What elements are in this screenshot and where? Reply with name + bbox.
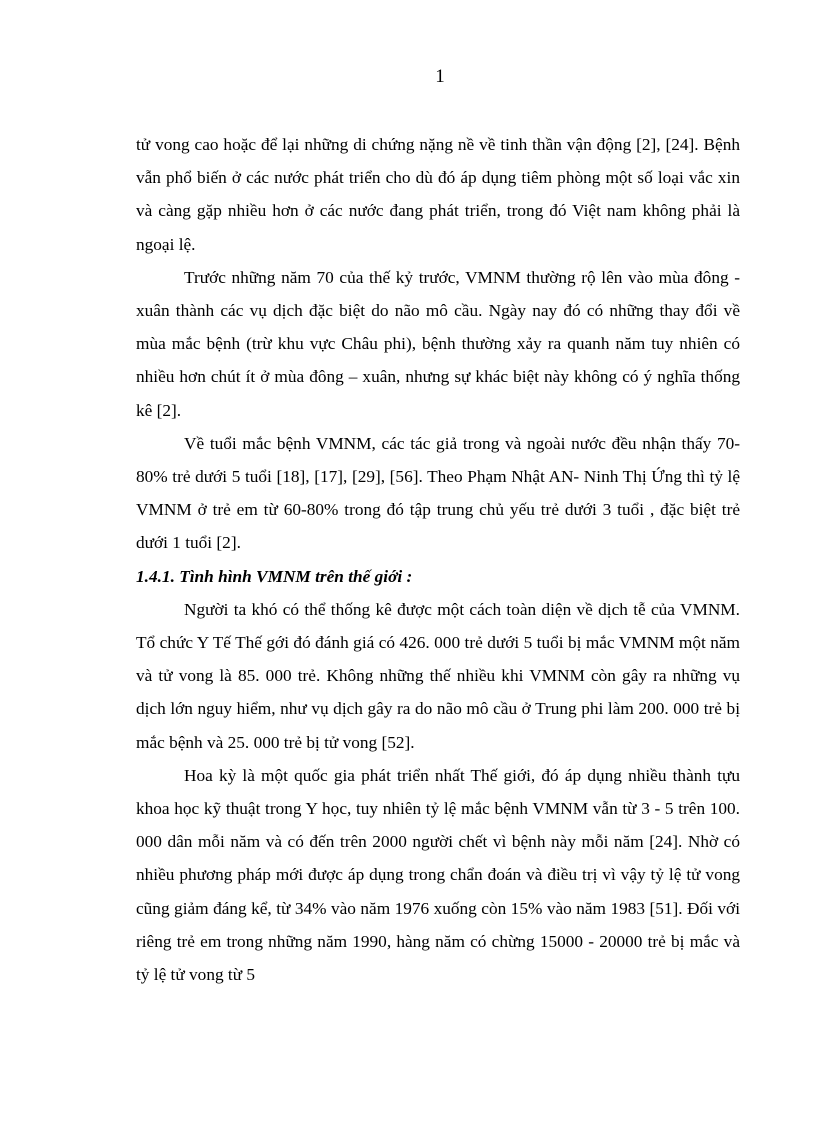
paragraph-seasonality: Trước những năm 70 của thế kỷ trước, VMNM thường rộ lên vào mùa đông - xuân thành các vụ dịch đặc biệt do não mô cầu. Ngày nay đó có những thay đổi về mùa mắc bệnh (trừ khu vực Châu phi), bệnh thường xảy ra quanh năm tuy nhiên có nhiều hơn chút ít ở mùa đông – xuân, nhưng sự khác biệt này không có ý nghĩa thống kê [2].	[136, 267, 740, 420]
paragraph-usa-statistics: Hoa kỳ là một quốc gia phát triển nhất Thế giới, đó áp dụng nhiều thành tựu khoa học kỹ thuật trong Y học, tuy nhiên tỷ lệ mắc bệnh VMNM vẫn từ 3 - 5 trên 100. 000 dân mỗi năm và có đến trên 2000 người chết vì bệnh này mỗi năm [24]. Nhờ có nhiều phương pháp mới được áp dụng trong chẩn đoán và điều trị vì vậy tỷ lệ tử vong cũng giảm đáng kể, từ 34% vào năm 1976 xuống còn 15% vào năm 1983 [51]. Đối với riêng trẻ em trong những năm 1990, hàng năm có chừng 15000 - 20000 trẻ bị mắc và tỷ lệ tử vong từ 5	[136, 765, 740, 985]
paragraph-continuation: tử vong cao hoặc để lại những di chứng nặng nề về tinh thần vận động [2], [24]. Bệnh vẫn phổ biến ở các nước phát triển cho dù đó áp dụng tiêm phòng một số loại vắc xin và càng gặp nhiều hơn ở các nước đang phát triển, trong đó Việt nam không phải là ngoại lệ.	[136, 135, 740, 254]
paragraph-age-distribution: Về tuổi mắc bệnh VMNM, các tác giả trong và ngoài nước đều nhận thấy 70-80% trẻ dưới 5 tuổi [18], [17], [29], [56]. Theo Phạm Nhật AN- Ninh Thị Ứng thì tỷ lệ VMNM ở trẻ em từ 60-80% trong đó tập trung chủ yếu trẻ dưới 3 tuổi , đặc biệt trẻ dưới 1 tuổi [2].	[136, 433, 740, 553]
section-heading: 1.4.1. Tình hình VMNM trên thế giới :	[136, 566, 413, 586]
page-number: 1	[435, 66, 445, 87]
paragraph-world-statistics: Người ta khó có thể thống kê được một cách toàn diện về dịch tễ của VMNM. Tổ chức Y Tế Thế gới đó đánh giá có 426. 000 trẻ dưới 5 tuổi bị mắc VMNM một năm và tử vong là 85. 000 trẻ. Không những thế nhiều khi VMNM còn gây ra những vụ dịch lớn nguy hiểm, như vụ dịch gây ra do não mô cầu ở Trung phi làm 200. 000 trẻ bị mắc bệnh và 25. 000 trẻ bị tử vong [52].	[136, 599, 740, 752]
document-body	[136, 128, 740, 991]
